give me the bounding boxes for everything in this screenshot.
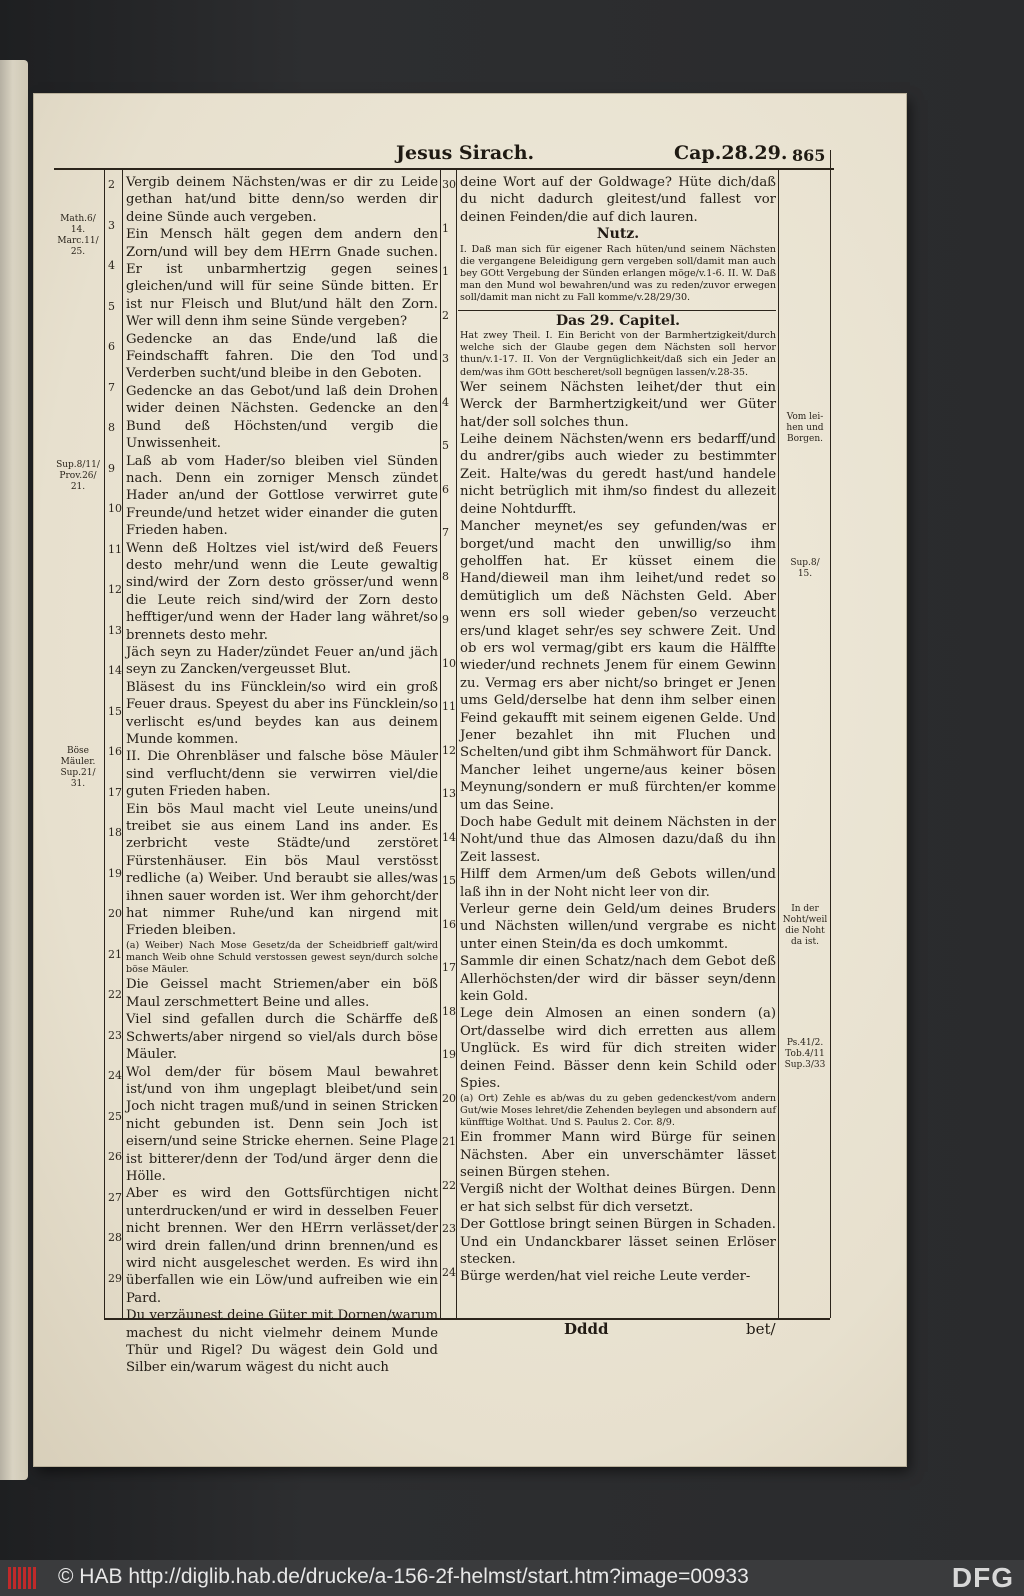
hab-logo-icon bbox=[8, 1567, 48, 1589]
verse-number: 5 bbox=[442, 439, 449, 452]
margin-note: In der Noht/weil die Noht da ist. bbox=[782, 904, 828, 947]
verse-paragraph: Du verzäunest deine Güter mit Dornen/warum machest du nicht vielmehr deinem Munde Thür und Rigel? Du wägest dein Gold und Silber ein/warum wägest du nicht auch bbox=[126, 1308, 438, 1376]
verse-number: 4 bbox=[442, 395, 449, 409]
verse-paragraph: II. Die Ohrenbläser und falsche böse Mäuler sind verflucht/denn sie verwirren viel/die guten Frieden haben. bbox=[126, 749, 438, 800]
verse-number: 19 bbox=[108, 866, 122, 880]
verse-number: 29 bbox=[108, 1271, 122, 1285]
margin-note: Math.6/ 14. Marc.11/ 25. bbox=[57, 214, 99, 257]
footnote: (a) Weiber) Nach Mose Gesetz/da der Scheidbrieff galt/wird manch Weib ohne Schuld verstossen gewest seyn/durch solche böse Mäuler. bbox=[126, 939, 438, 976]
verse-number: 6 bbox=[108, 340, 115, 353]
center-rule-1 bbox=[440, 168, 441, 1318]
verse-paragraph: Wer seinem Nächsten leihet/der thut ein Werck der Barmhertzigkeit/und wer Güter hat/der soll solches thun. bbox=[460, 379, 776, 430]
verse-number: 3 bbox=[442, 352, 449, 365]
verse-number: 6 bbox=[442, 482, 449, 496]
verse-number: 20 bbox=[442, 1091, 456, 1105]
verse-number: 17 bbox=[442, 961, 456, 974]
verse-number: 3 bbox=[108, 218, 115, 232]
book-page bbox=[34, 94, 906, 1466]
verse-paragraph: Die Geissel macht Striemen/aber ein böß Maul zerschmettert Beine und alles. bbox=[126, 977, 438, 1010]
verse-number: 9 bbox=[442, 613, 449, 626]
verse-paragraph: Gedencke an das Ende/und laß die Feindschafft fahren. Die den Tod und Verderben sucht/und bleibe in den Geboten. bbox=[126, 331, 438, 382]
verse-paragraph: Doch habe Gedult mit deinem Nächsten in der Noht/und thue das Almosen dazu/daß du ihn Zeit lassest. bbox=[460, 815, 776, 865]
verse-number: 24 bbox=[442, 1265, 456, 1279]
verse-paragraph: Lege dein Almosen an einen sondern (a) Ort/dasselbe wird dich erretten aus allem Unglück. Es wird für dich streiten wider deinen Feind. Bässer denn kein Schild oder Spies. bbox=[460, 1006, 776, 1092]
verse-number: 22 bbox=[108, 988, 122, 1001]
verse-paragraph: Jäch seyn zu Hader/zündet Feuer an/und jäch seyn zu Zancken/vergeusset Blut. bbox=[126, 644, 438, 678]
verse-number: 20 bbox=[108, 907, 122, 920]
verse-number: 18 bbox=[442, 1004, 456, 1018]
verse-number: 13 bbox=[442, 787, 456, 800]
summary-note: I. Daß man sich für eigener Rach hüten/und seinem Nächsten die vergangene Beleidigung gern vergeben soll/damit man auch bey GOtt Vergebung der Sünden erlangen möge/v.1-6. II. W. Daß man den Mund wol bewahren/und was zu reden/zuvor erwegen soll/damit man nicht zu Fall komme/v.28/29/30. bbox=[460, 243, 776, 304]
verse-number: 8 bbox=[108, 421, 115, 434]
left-margin-rule bbox=[104, 168, 105, 1318]
verse-number: 2 bbox=[108, 178, 115, 191]
verse-number: 21 bbox=[442, 1135, 456, 1148]
verse-paragraph: deine Wort auf der Goldwage? Hüte dich/daß du nicht dadurch gleitest/und fallest vor deinen Feinden/die auf dich lauren. bbox=[460, 175, 776, 225]
verse-number: 26 bbox=[108, 1150, 122, 1163]
verse-paragraph: Ein frommer Mann wird Bürge für seinen Nächsten. Aber ein unverschämter lässet seinen Bürgen stehen. bbox=[460, 1130, 776, 1180]
right-verse-rule bbox=[778, 168, 779, 1318]
margin-note: Böse Mäuler. Sup.21/ 31. bbox=[60, 746, 96, 789]
verse-number: 12 bbox=[108, 583, 122, 596]
verse-number: 16 bbox=[442, 917, 456, 931]
verse-paragraph: Viel sind gefallen durch die Schärffe deß Schwerts/aber nirgend so viel/als durch böse Mäuler. bbox=[126, 1012, 438, 1063]
verse-paragraph: Hilff dem Armen/um deß Gebots willen/und laß ihn in der Noht nicht leer von dir. bbox=[460, 867, 776, 900]
verse-number: 8 bbox=[442, 569, 449, 583]
chapter-heading: Das 29. Capitel. bbox=[555, 312, 681, 329]
verse-paragraph: Sammle dir einen Schatz/nach dem Gebot deß Allerhöchsten/der wird dir bässer seyn/denn kein Gold. bbox=[460, 954, 776, 1005]
running-title: Jesus Sirach. bbox=[396, 142, 535, 164]
verse-number: 28 bbox=[108, 1231, 122, 1244]
verse-number: 21 bbox=[108, 947, 122, 961]
viewer-footer-bar bbox=[0, 1560, 1024, 1596]
verse-number: 22 bbox=[442, 1178, 456, 1192]
verse-paragraph: Bürge werden/hat viel reiche Leute verder- bbox=[460, 1269, 751, 1285]
verse-number: 11 bbox=[442, 700, 456, 713]
signature-mark: Dddd bbox=[564, 1320, 609, 1338]
verse-paragraph: Wenn deß Holtzes viel ist/wird deß Feuers desto mehr/und wenn die Leute gewaltig sind/wird der Zorn desto grösser/und wenn die Leute reich sind/wird der Zorn desto hefftiger/und wenn der Hader lang währet/so brennets desto mehr. bbox=[126, 540, 438, 643]
verse-number: 1 bbox=[442, 221, 449, 235]
verse-paragraph: Mancher leihet ungerne/aus keiner bösen Meynung/sondern er muß fürchten/er komme um das Seine. bbox=[460, 762, 776, 813]
left-text-column bbox=[126, 174, 438, 1377]
margin-note: Vom lei- hen und Borgen. bbox=[786, 412, 824, 444]
right-text-column bbox=[460, 174, 776, 1286]
verse-number: 5 bbox=[108, 299, 115, 313]
verse-number: 27 bbox=[108, 1190, 122, 1204]
verse-number: 18 bbox=[108, 826, 122, 839]
verse-paragraph: Ein bös Maul macht viel Leute uneins/und treibet sie aus einem Land ins ander. Es zerbricht veste Städte/und zerstöret Fürstenhäuser. Ein bös Maul verstösst redliche (a) Weiber. Und beraubt sie alles/was ihnen sauer worden ist. Wer ihm gehorcht/der hat nimmer Ruhe/und kan nirgend mit Frieden bleiben. bbox=[126, 801, 438, 939]
verse-number: 30 bbox=[442, 178, 456, 191]
verse-paragraph: Mancher meynet/es sey gefunden/was er borget/und macht den unwillig/so ihm geholffen hat. Er küsset einem die Hand/dieweil man ihm leihet/und redet so demütiglich um deß Nächsten Geld. Aber wenn ers soll wieder geben/so verzeucht ers/und klaget sehr/es sey schwere Zeit. Und ob ers wol vermag/gibt ers kaum die Hälffte wieder/und rechnets Jenem für einem Gewinn zu. Vermag ers aber nicht/so bringet er Jenen ums Geld/derselbe hat denn ihm selber einen Feind gekaufft mit seinem eigenen Gelde. Und Jener bezahlet ihn mit Fluchen und Schelten/und gibt ihm Schmähwort für Danck. bbox=[460, 519, 776, 761]
verse-number: 4 bbox=[108, 259, 115, 272]
verse-number: 7 bbox=[442, 526, 449, 539]
chapter-indicator: Cap.28.29. bbox=[674, 142, 788, 164]
verse-number: 14 bbox=[442, 830, 456, 844]
verse-paragraph: Aber es wird den Gottsfürchtigen nicht unterdrucken/und er wird in desselben Feuer nicht brennen. Wer den HErrn verlässet/der wird drein fallen/und drinn brennen/und es wird nicht ausgeleschet werden. Es wird ihn überfallen wie ein Löw/und aufreiben wie ein Pard. bbox=[126, 1186, 438, 1306]
verse-paragraph: Laß ab vom Hader/so bleiben viel Sünden nach. Denn ein zorniger Mensch zündet Hader an/und der Gottlose verwirret gute Freunde/und hetzet wider einander die guten Frieden haben. bbox=[126, 453, 438, 539]
verse-number: 15 bbox=[442, 874, 456, 887]
verse-paragraph: Ein Mensch hält gegen dem andern den Zorn/und will bey dem HErrn Gnade suchen. Er ist unbarmhertzig gegen seines gleichen/und will für seine Sünde bitten. Er ist nur Fleisch und Blut/und hält den Zorn. Wer will denn ihm seine Sünde vergeben? bbox=[126, 227, 438, 330]
verse-paragraph: Gedencke an das Gebot/und laß dein Drohen wider deinen Nächsten. Gedencke an den Bund deß Höchsten/und vergib die Unwissenheit. bbox=[126, 383, 438, 452]
header-rule bbox=[54, 168, 834, 170]
margin-note: Ps.41/2. Tob.4/11 Sup.3/33 bbox=[784, 1038, 826, 1070]
verse-number: 19 bbox=[442, 1048, 456, 1061]
verse-number: 14 bbox=[108, 664, 122, 677]
chapter-summary: Hat zwey Theil. I. Ein Bericht von der Barmhertzigkeit/durch welche sich der Glaube gegen dem Nächsten soll hervor thun/v.1-17. II. Von der Vergnüglichkeit/daß sich ein Jeder an dem/was ihm GOtt bescheret/soll begnügen lassen/v.28-35. bbox=[460, 330, 776, 378]
verse-number: 7 bbox=[108, 380, 115, 394]
verse-number: 16 bbox=[108, 745, 122, 758]
page-number: 865 bbox=[792, 146, 826, 165]
verse-number: 25 bbox=[108, 1109, 122, 1123]
left-verse-rule bbox=[122, 168, 123, 1318]
source-url[interactable]: © HAB http://diglib.hab.de/drucke/a-156-2f-helmst/start.htm?image=00933 bbox=[58, 1565, 749, 1588]
verse-paragraph: Bläsest du ins Füncklein/so wird ein groß Feuer draus. Speyest du aber ins Füncklein/so verlischt es/und beydes kan aus deinem Munde kommen. bbox=[126, 679, 438, 747]
verse-number: 9 bbox=[108, 461, 115, 475]
footnote: (a) Ort) Zehle es ab/was du zu geben gedenckest/vom andern Gut/wie Moses lehret/die Zehenden beylegen und absondern auf künfftige Wolthat. Und S. Paulus 2. Cor. 8/9. bbox=[460, 1092, 776, 1128]
verse-number: 1 bbox=[442, 265, 449, 278]
verse-number: 11 bbox=[108, 542, 122, 556]
catchword: bet/ bbox=[746, 1320, 776, 1338]
verse-paragraph: Vergib deinem Nächsten/was er dir zu Leide gethan hat/und bitte denn/so werden dir deine Sünde auch vergeben. bbox=[126, 175, 438, 225]
verse-paragraph: Wol dem/der für bösem Maul bewahret ist/und von ihm ungeplagt bleibet/und sein Joch nicht tragen muß/und in seinen Stricken nicht gebunden ist. Denn sein Joch ist eisern/und seine Stricke ehernen. Seine Plage ist bitterer/denn der Tod/und ärger denn die Hölle. bbox=[126, 1064, 438, 1184]
verse-paragraph: Leihe deinem Nächsten/wenn ers bedarff/und du andrer/gibs auch wieder zu bestimmter Zeit. Halte/was du geredt hast/und handele nicht betrüglich mit ihm/so findest du allezeit deine Nohtdurfft. bbox=[460, 432, 776, 517]
verse-number: 23 bbox=[108, 1028, 122, 1042]
verse-paragraph: Vergiß nicht der Wolthat deines Bürgen. Denn er hat sich selbst für dich versetzt. bbox=[460, 1182, 776, 1215]
margin-note: Sup.8/ 15. bbox=[790, 558, 820, 579]
section-heading: Nutz. bbox=[596, 226, 640, 243]
verse-number: 24 bbox=[108, 1069, 122, 1082]
verse-number: 17 bbox=[108, 785, 122, 799]
verse-number: 2 bbox=[442, 308, 449, 322]
verse-number: 13 bbox=[108, 623, 122, 637]
verse-number: 10 bbox=[442, 656, 456, 670]
verse-number: 15 bbox=[108, 704, 122, 718]
center-rule-2 bbox=[456, 168, 457, 1318]
verse-number: 23 bbox=[442, 1222, 456, 1235]
dfg-logo: DFG bbox=[951, 1562, 1014, 1593]
verse-paragraph: Verleur gerne dein Geld/um deines Bruders und Nächsten willen/und vergrabe es nicht unter einen Stein/da es doch umkommt. bbox=[460, 902, 776, 952]
margin-note: Sup.8/11/ Prov.26/ 21. bbox=[56, 460, 100, 492]
previous-page-edge bbox=[0, 60, 28, 1480]
verse-paragraph: Der Gottlose bringt seinen Bürgen in Schaden. Und ein Undanckbarer lässet seinen Erlöser stecken. bbox=[460, 1217, 776, 1267]
right-margin-rule bbox=[830, 150, 831, 1318]
verse-number: 12 bbox=[442, 743, 456, 757]
verse-number: 10 bbox=[108, 502, 122, 515]
